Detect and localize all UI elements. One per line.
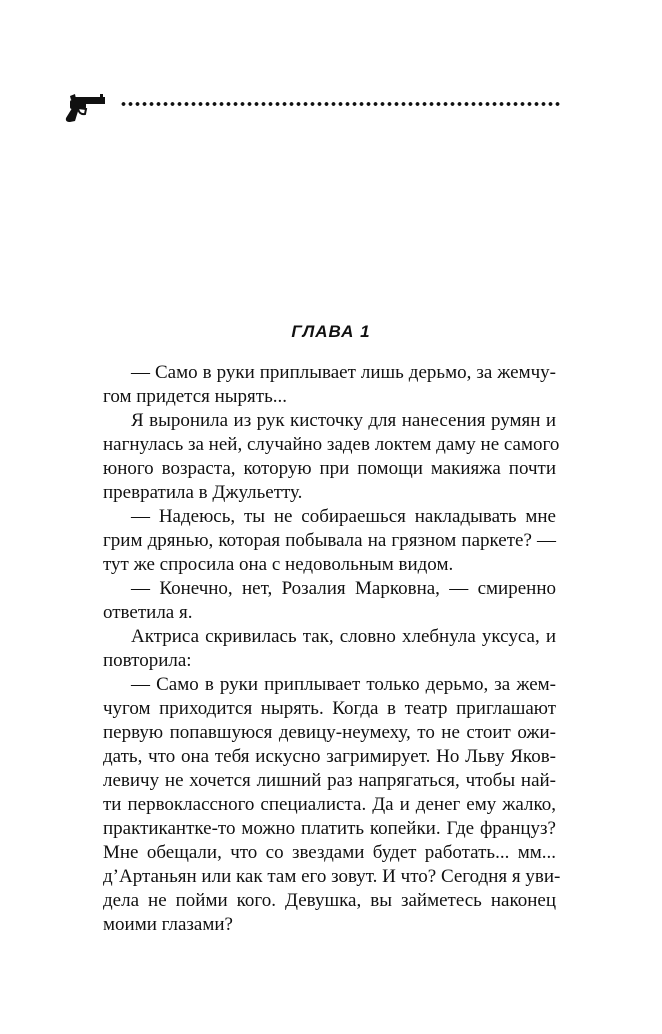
- body-text: [103, 361, 561, 937]
- text-line: — Само в руки приплывает только дерьмо, за жем-: [131, 674, 556, 695]
- text-line: юного возраста, которую при помощи макияжа почти: [103, 458, 556, 479]
- text-line: Мне обещали, что со звездами будет работать... мм...: [103, 842, 556, 863]
- text-line: практикантке-то можно платить копейки. Где француз?: [103, 818, 556, 839]
- text-line: ти первоклассного специалиста. Да и денег ему жалко,: [103, 794, 556, 815]
- text-line: левичу не хочется лишний раз напрягаться, чтобы най-: [103, 770, 556, 791]
- text-line: ответила я.: [103, 602, 193, 623]
- text-line: нагнулась за ней, случайно задев локтем даму не самого: [103, 434, 560, 455]
- revolver-icon: [62, 94, 106, 122]
- text-line: моими глазами?: [103, 914, 233, 935]
- text-line: Актриса скривилась так, словно хлебнула уксуса, и: [131, 626, 556, 647]
- text-line: чугом приходится нырять. Когда в театр приглашают: [103, 698, 556, 719]
- text-line: Я выронила из рук кисточку для нанесения румян и: [131, 410, 556, 431]
- text-line: первую попавшуюся девицу-неумеху, то не стоит ожи-: [103, 722, 556, 743]
- text-line: дела не пойми кого. Девушка, вы займетесь наконец: [103, 890, 556, 911]
- text-line: повторила:: [103, 650, 192, 671]
- text-line: — Само в руки приплывает лишь дерьмо, за жемчу-: [131, 362, 556, 383]
- text-line: — Надеюсь, ты не собираешься накладывать мне: [131, 506, 556, 527]
- dotted-rule: [120, 101, 560, 107]
- text-line: тут же спросила она с недовольным видом.: [103, 554, 454, 575]
- chapter-title: ГЛАВА 1: [291, 322, 371, 341]
- text-line: дать, что она тебя искусно загримирует. Но Льву Яков-: [103, 746, 556, 767]
- text-line: — Конечно, нет, Розалия Марковна, — смиренно: [131, 578, 556, 599]
- text-line: д’Артаньян или как там его зовут. И что? Сегодня я уви-: [103, 866, 561, 887]
- text-line: гом придется нырять...: [103, 386, 288, 407]
- text-line: грим дрянью, которая побывала на грязном паркете? —: [103, 530, 556, 551]
- page-header: [62, 88, 562, 128]
- text-line: превратила в Джульетту.: [103, 482, 303, 503]
